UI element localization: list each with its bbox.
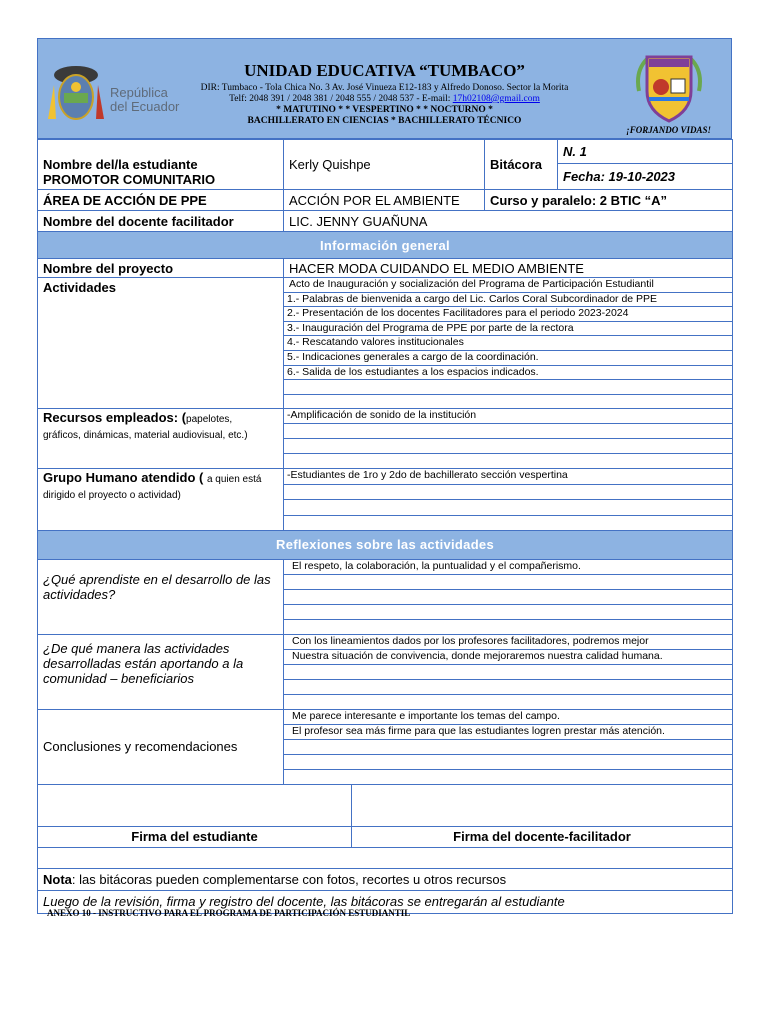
school-email-link[interactable]: 17h02108@gmail.com — [452, 94, 540, 104]
teacher-label: Nombre del docente facilitador — [38, 211, 284, 232]
group-label — [38, 469, 284, 531]
reflection-q1-row — [38, 559, 733, 634]
school-name: UNIDAD EDUCATIVA “TUMBACO” — [244, 61, 525, 80]
group-label-text: Grupo Humano atendido ( — [43, 470, 204, 486]
signature-space-row — [38, 784, 733, 826]
school-crest-icon — [633, 51, 705, 127]
reflections-heading: Reflexiones sobre las actividades — [38, 530, 733, 559]
general-info-band — [38, 232, 733, 259]
activity-line: 1.- Palabras de bienvenida a cargo del Lic. Carlos Coral Subcordinador de PPE — [284, 293, 732, 308]
review-text: Luego de la revisión, firma y registro del docente, las bitácoras se entregarán al estudiante — [38, 890, 733, 913]
group-line: -Estudiantes de 1ro y 2do de bachillerato sección vespertina — [284, 469, 732, 484]
answer-line: Nuestra situación de convivencia, donde mejoraremos nuestra calidad humana. — [284, 650, 732, 665]
student-name-value[interactable]: Kerly Quishpe — [284, 140, 485, 190]
del-ecuador-text: del Ecuador — [110, 99, 180, 114]
republica-text: República — [110, 85, 168, 100]
group-line — [284, 500, 732, 515]
activity-line: 3.- Inauguración del Programa de PPE por parte de la rectora — [284, 322, 732, 337]
logbook-label: Bitácora — [485, 140, 558, 190]
area-label: ÁREA DE ACCIÓN DE PPE — [38, 190, 284, 211]
area-row — [38, 190, 733, 211]
note-text — [38, 868, 733, 890]
answer-line — [284, 755, 732, 770]
note-label: Nota — [43, 871, 72, 887]
area-value[interactable]: ACCIÓN POR EL AMBIENTE — [284, 190, 485, 211]
answer-line — [284, 695, 732, 709]
form-table — [37, 139, 733, 914]
project-row — [38, 259, 733, 278]
school-programs-text: BACHILLERATO EN CIENCIAS * BACHILLERATO TÉCNICO — [247, 116, 522, 126]
answer-line — [284, 605, 732, 620]
resource-line — [284, 439, 732, 454]
school-programs — [168, 116, 601, 127]
student-signature-label: Firma del estudiante — [38, 826, 352, 847]
project-value[interactable]: HACER MODA CUIDANDO EL MEDIO AMBIENTE — [284, 259, 733, 278]
answer-line — [284, 680, 732, 695]
teacher-row — [38, 211, 733, 232]
resource-line: -Amplificación de sonido de la institución — [284, 409, 732, 424]
activity-line: 2.- Presentación de los docentes Facilitadores para el periodo 2023-2024 — [284, 307, 732, 322]
answer-line: Con los lineamientos dados por los profesores facilitadores, podremos mejor — [284, 635, 732, 650]
group-hint-2: dirigido el proyecto o actividad) — [43, 490, 181, 502]
teacher-signature-box[interactable] — [352, 784, 733, 826]
resources-lines[interactable] — [284, 409, 733, 469]
resources-row — [38, 409, 733, 469]
signature-gap — [38, 847, 733, 868]
answer-line: Me parece interesante e importante los temas del campo. — [284, 710, 732, 725]
school-header — [37, 38, 732, 139]
group-line — [284, 516, 732, 530]
answer-line — [284, 770, 732, 784]
reflection-q2: ¿De qué manera las actividades desarrolladas están aportando a la comunidad – beneficiarios — [38, 634, 284, 709]
answer-line — [284, 620, 732, 634]
activity-line: 5.- Indicaciones generales a cargo de la coordinación. — [284, 351, 732, 366]
group-line — [284, 485, 732, 500]
note-body: : las bitácoras pueden complementarse con fotos, recortes u otros recursos — [71, 871, 507, 887]
project-label: Nombre del proyecto — [38, 259, 284, 278]
activities-lines[interactable] — [284, 278, 733, 409]
activity-line: Acto de Inauguración y socialización del Programa de Participación Estudiantil — [284, 278, 732, 293]
school-motto: ¡FORJANDO VIDAS! — [626, 125, 711, 135]
answer-line: El profesor sea más firme para que las estudiantes logren prestar más atención. — [284, 725, 732, 740]
activities-row — [38, 278, 733, 409]
school-phones: Telf: 2048 391 / 2048 381 / 2048 555 / 2048 537 - E-mail: — [229, 94, 451, 104]
reflection-a3-lines[interactable] — [284, 709, 733, 784]
reflections-band — [38, 530, 733, 559]
note-row — [38, 868, 733, 890]
signature-gap-row — [38, 847, 733, 868]
answer-line — [284, 590, 732, 605]
reflection-q2-row — [38, 634, 733, 709]
logbook-form — [37, 38, 732, 914]
student-role-label: PROMOTOR COMUNITARIO — [43, 172, 216, 187]
resources-label — [38, 409, 284, 469]
annex-footer: ANEXO 10 - INSTRUCTIVO PARA EL PROGRAMA DE PARTICIPACIÓN ESTUDIANTIL — [47, 908, 411, 918]
resources-hint-1: papelotes, — [186, 414, 233, 426]
answer-line: El respeto, la colaboración, la puntualidad y el compañerismo. — [284, 560, 732, 575]
resources-label-text: Recursos empleados: ( — [43, 410, 187, 426]
school-address: DIR: Tumbaco - Tola Chica No. 3 Av. José Vinueza E12-183 y Alfredo Donoso. Sector la Morita — [200, 83, 569, 93]
resource-line — [284, 424, 732, 439]
answer-line — [284, 740, 732, 755]
activities-label: Actividades — [38, 278, 284, 409]
school-contact — [168, 94, 601, 105]
reflection-q3: Conclusiones y recomendaciones — [38, 709, 284, 784]
signature-label-row — [38, 826, 733, 847]
activity-line: 6.- Salida de los estudiantes a los espacios indicados. — [284, 366, 732, 381]
logbook-number[interactable]: N. 1 — [558, 140, 733, 164]
group-row — [38, 469, 733, 531]
student-name-label — [38, 140, 284, 190]
answer-line — [284, 575, 732, 590]
teacher-value[interactable]: LIC. JENNY GUAÑUNA — [284, 211, 733, 232]
group-lines[interactable] — [284, 469, 733, 531]
general-info-heading: Información general — [38, 232, 733, 259]
student-name-label-line1: Nombre del/la estudiante — [43, 157, 198, 172]
student-signature-box[interactable] — [38, 784, 352, 826]
student-row-top — [38, 140, 733, 164]
activity-line: 4.- Rescatando valores institucionales — [284, 336, 732, 351]
resource-line — [284, 454, 732, 468]
answer-line — [284, 665, 732, 680]
reflection-q3-row — [38, 709, 733, 784]
reflection-a2-lines[interactable] — [284, 634, 733, 709]
resources-hint-2: gráficos, dinámicas, material audiovisual, etc.) — [43, 430, 248, 442]
group-hint-1: a quien está — [206, 474, 262, 486]
reflection-q1: ¿Qué aprendiste en el desarrollo de las actividades? — [38, 559, 284, 634]
activity-line — [284, 395, 732, 409]
school-shifts — [168, 105, 601, 116]
teacher-signature-label: Firma del docente-facilitador — [352, 826, 733, 847]
school-shifts-text: * MATUTINO * * VESPERTINO * * NOCTURNO * — [276, 105, 493, 115]
reflection-a1-lines[interactable] — [284, 559, 733, 634]
activity-line — [284, 380, 732, 395]
course-value[interactable]: Curso y paralelo: 2 BTIC “A” — [485, 190, 733, 211]
logbook-date[interactable]: Fecha: 19-10-2023 — [558, 164, 733, 190]
